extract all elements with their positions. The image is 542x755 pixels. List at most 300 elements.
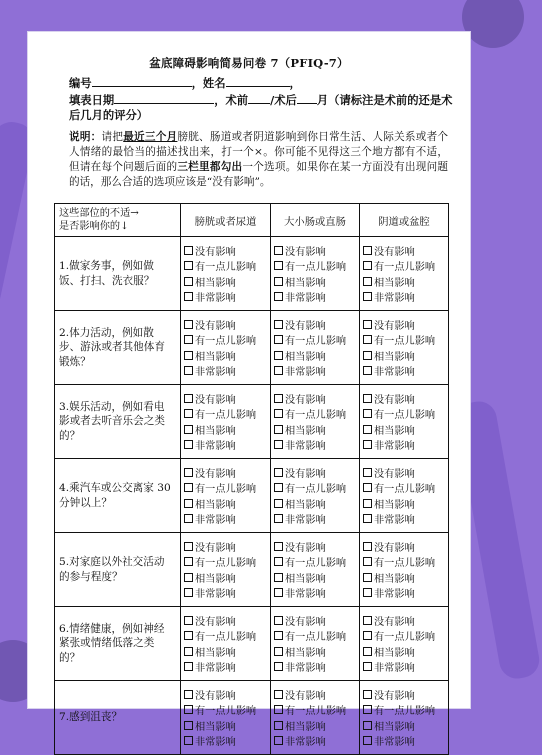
- option-label: 相当影响: [374, 647, 415, 659]
- name-label: ，姓名: [191, 76, 226, 90]
- checkbox-icon[interactable]: [274, 261, 283, 270]
- answer-option[interactable]: [184, 511, 270, 527]
- checkbox-icon[interactable]: [363, 647, 372, 656]
- answer-option[interactable]: [363, 718, 448, 734]
- answer-option[interactable]: [184, 628, 270, 644]
- question-text: 7.感到沮丧？: [55, 681, 181, 755]
- option-label: 相当影响: [374, 277, 415, 289]
- header-line-1: [69, 75, 470, 92]
- answer-option[interactable]: [274, 437, 359, 453]
- answer-option[interactable]: [184, 659, 270, 675]
- answer-option[interactable]: [184, 585, 270, 601]
- option-label: 非常影响: [374, 441, 415, 453]
- checkbox-icon[interactable]: [184, 514, 193, 523]
- checkbox-icon[interactable]: [274, 366, 283, 375]
- checkbox-icon[interactable]: [184, 690, 193, 699]
- option-label: 有一点儿影响: [195, 632, 257, 644]
- option-label: 有一点儿影响: [374, 484, 436, 496]
- option-label: 没有影响: [285, 246, 326, 258]
- answer-option[interactable]: [274, 363, 359, 379]
- option-cell: [271, 311, 360, 385]
- checkbox-icon[interactable]: [274, 588, 283, 597]
- answer-option[interactable]: [363, 554, 448, 570]
- answer-option[interactable]: [363, 733, 448, 749]
- checkbox-icon[interactable]: [274, 542, 283, 551]
- answer-option[interactable]: [274, 480, 359, 496]
- checkbox-icon[interactable]: [184, 335, 193, 344]
- checkbox-icon[interactable]: [274, 662, 283, 671]
- checkbox-icon[interactable]: [184, 542, 193, 551]
- checkbox-icon[interactable]: [274, 425, 283, 434]
- answer-option[interactable]: [274, 570, 359, 586]
- answer-option[interactable]: [363, 659, 448, 675]
- answer-option[interactable]: [363, 317, 448, 333]
- answer-option[interactable]: [274, 628, 359, 644]
- answer-option[interactable]: [363, 348, 448, 364]
- answer-option[interactable]: [274, 539, 359, 555]
- checkbox-icon[interactable]: [184, 425, 193, 434]
- option-label: 相当影响: [195, 499, 236, 511]
- option-cell: [271, 237, 360, 311]
- checkbox-icon[interactable]: [184, 588, 193, 597]
- header-line-2: [69, 92, 470, 109]
- answer-option[interactable]: [184, 718, 270, 734]
- checkbox-icon[interactable]: [184, 647, 193, 656]
- answer-option[interactable]: [274, 317, 359, 333]
- answer-option[interactable]: [363, 613, 448, 629]
- header-line-3: 后几月的评分）: [69, 108, 149, 122]
- answer-option[interactable]: [184, 496, 270, 512]
- option-label: 相当影响: [374, 721, 415, 733]
- checkbox-icon[interactable]: [184, 292, 193, 301]
- preop-label: ，术前: [214, 92, 249, 107]
- postop-label: /术后: [270, 92, 297, 107]
- checkbox-icon[interactable]: [363, 631, 372, 640]
- answer-option[interactable]: [184, 258, 270, 274]
- checkbox-icon[interactable]: [363, 366, 372, 375]
- answer-option[interactable]: [274, 733, 359, 749]
- checkbox-icon[interactable]: [274, 246, 283, 255]
- background-decoration: [462, 0, 524, 48]
- checkbox-icon[interactable]: [184, 499, 193, 508]
- option-label: 没有影响: [285, 320, 326, 332]
- answer-option[interactable]: [363, 539, 448, 555]
- option-label: 相当影响: [195, 425, 236, 437]
- option-label: 有一点儿影响: [285, 484, 347, 496]
- answer-option[interactable]: [184, 702, 270, 718]
- answer-option[interactable]: [274, 391, 359, 407]
- option-cell: [181, 311, 271, 385]
- answer-option[interactable]: [274, 422, 359, 438]
- checkbox-icon[interactable]: [363, 409, 372, 418]
- answer-option[interactable]: [363, 332, 448, 348]
- checkbox-icon[interactable]: [184, 483, 193, 492]
- answer-option[interactable]: [274, 644, 359, 660]
- checkbox-icon[interactable]: [274, 514, 283, 523]
- checkbox-icon[interactable]: [363, 721, 372, 730]
- column-header: 大小肠或直肠: [271, 204, 360, 237]
- answer-option[interactable]: [184, 243, 270, 259]
- option-label: 没有影响: [374, 542, 415, 554]
- table-row: [55, 459, 449, 533]
- option-label: 相当影响: [374, 351, 415, 363]
- answer-option[interactable]: [363, 406, 448, 422]
- checkbox-icon[interactable]: [274, 351, 283, 360]
- checkbox-icon[interactable]: [363, 736, 372, 745]
- option-label: 非常影响: [285, 441, 326, 453]
- instructions-text: 膀胱、肠道或者阴道影响到你日常生活、人际关系或者个人情绪的最恰当的描述找出来，打一个×。你可能不见得这三个地方都有不适，但请在每个问题后面的: [69, 130, 449, 173]
- checkbox-icon[interactable]: [184, 394, 193, 403]
- checkbox-icon[interactable]: [184, 557, 193, 566]
- checkbox-icon[interactable]: [274, 736, 283, 745]
- checkbox-icon[interactable]: [363, 542, 372, 551]
- answer-option[interactable]: [274, 332, 359, 348]
- option-label: 有一点儿影响: [195, 262, 257, 274]
- checkbox-icon[interactable]: [184, 721, 193, 730]
- option-label: 没有影响: [195, 690, 236, 702]
- answer-option[interactable]: [363, 628, 448, 644]
- option-label: 非常影响: [374, 293, 415, 305]
- option-cell: [271, 459, 360, 533]
- checkbox-icon[interactable]: [363, 320, 372, 329]
- answer-option[interactable]: [184, 554, 270, 570]
- checkbox-icon[interactable]: [184, 631, 193, 640]
- corner-header-text: 这些部位的不适→ 是否影响你的↓: [59, 208, 139, 232]
- option-label: 相当影响: [285, 351, 326, 363]
- option-label: 有一点儿影响: [195, 410, 257, 422]
- checkbox-icon[interactable]: [184, 705, 193, 714]
- answer-option[interactable]: [274, 274, 359, 290]
- checkbox-icon[interactable]: [363, 573, 372, 582]
- option-label: 有一点儿影响: [374, 558, 436, 570]
- option-label: 没有影响: [195, 542, 236, 554]
- table-row: [55, 607, 449, 681]
- answer-option[interactable]: [184, 422, 270, 438]
- answer-option[interactable]: [184, 480, 270, 496]
- checkbox-icon[interactable]: [184, 246, 193, 255]
- option-cell: [271, 607, 360, 681]
- option-cell: [360, 459, 449, 533]
- option-label: 非常影响: [285, 515, 326, 527]
- checkbox-icon[interactable]: [363, 616, 372, 625]
- answer-option[interactable]: [363, 289, 448, 305]
- option-label: 非常影响: [374, 515, 415, 527]
- answer-option[interactable]: [363, 391, 448, 407]
- checkbox-icon[interactable]: [274, 335, 283, 344]
- option-label: 没有影响: [285, 394, 326, 406]
- answer-option[interactable]: [363, 480, 448, 496]
- table-row: [55, 681, 449, 755]
- checkbox-icon[interactable]: [184, 277, 193, 286]
- instructions-text: 一个选项。如果你在某一方面没有出现问题的话，那么合适的选项应该是“没有影响”。: [69, 160, 449, 188]
- table-header-row: [55, 204, 449, 237]
- option-cell: [360, 385, 449, 459]
- answer-option[interactable]: [184, 465, 270, 481]
- answer-option[interactable]: [274, 496, 359, 512]
- answer-option[interactable]: [184, 644, 270, 660]
- table-row: [55, 533, 449, 607]
- checkbox-icon[interactable]: [363, 277, 372, 286]
- checkbox-icon[interactable]: [274, 721, 283, 730]
- option-cell: [271, 533, 360, 607]
- checkbox-icon[interactable]: [363, 690, 372, 699]
- answer-option[interactable]: [363, 258, 448, 274]
- option-cell: [271, 681, 360, 755]
- answer-option[interactable]: [363, 437, 448, 453]
- question-text: 3.娱乐活动，例如看电影或者去听音乐会之类的？: [55, 385, 181, 459]
- option-cell: [181, 607, 271, 681]
- option-label: 相当影响: [195, 721, 236, 733]
- checkbox-icon[interactable]: [184, 616, 193, 625]
- checkbox-icon[interactable]: [274, 394, 283, 403]
- question-text: 2.体力活动，例如散步、游泳或者其他体育锻炼？: [55, 311, 181, 385]
- answer-option[interactable]: [274, 585, 359, 601]
- option-label: 有一点儿影响: [195, 706, 257, 718]
- option-label: 有一点儿影响: [374, 632, 436, 644]
- answer-option[interactable]: [184, 570, 270, 586]
- answer-option[interactable]: [274, 511, 359, 527]
- option-label: 非常影响: [285, 663, 326, 675]
- option-label: 没有影响: [374, 616, 415, 628]
- option-label: 没有影响: [374, 468, 415, 480]
- option-cell: [360, 311, 449, 385]
- option-label: 相当影响: [195, 351, 236, 363]
- checkbox-icon[interactable]: [184, 409, 193, 418]
- form-header: [69, 75, 470, 124]
- checkbox-icon[interactable]: [274, 690, 283, 699]
- option-label: 非常影响: [285, 737, 326, 749]
- answer-option[interactable]: [274, 406, 359, 422]
- option-label: 有一点儿影响: [374, 410, 436, 422]
- option-label: 非常影响: [285, 589, 326, 601]
- checkbox-icon[interactable]: [274, 292, 283, 301]
- option-label: 有一点儿影响: [285, 262, 347, 274]
- checkbox-icon[interactable]: [274, 499, 283, 508]
- checkbox-icon[interactable]: [274, 277, 283, 286]
- checkbox-icon[interactable]: [363, 351, 372, 360]
- checkbox-icon[interactable]: [363, 394, 372, 403]
- option-cell: [360, 681, 449, 755]
- answer-option[interactable]: [184, 274, 270, 290]
- checkbox-icon[interactable]: [363, 292, 372, 301]
- checkbox-icon[interactable]: [363, 514, 372, 523]
- answer-option[interactable]: [274, 687, 359, 703]
- answer-option[interactable]: [184, 348, 270, 364]
- answer-option[interactable]: [184, 332, 270, 348]
- checkbox-icon[interactable]: [363, 557, 372, 566]
- checkbox-icon[interactable]: [184, 320, 193, 329]
- answer-option[interactable]: [184, 363, 270, 379]
- checkbox-icon[interactable]: [184, 573, 193, 582]
- checkbox-icon[interactable]: [274, 647, 283, 656]
- option-label: 没有影响: [195, 246, 236, 258]
- page-title: 盆底障碍影响简易问卷 7（PFIQ-7）: [149, 56, 349, 70]
- checkbox-icon[interactable]: [274, 705, 283, 714]
- checkbox-icon[interactable]: [363, 499, 372, 508]
- option-label: 没有影响: [195, 468, 236, 480]
- answer-option[interactable]: [184, 406, 270, 422]
- preop-field[interactable]: [248, 92, 270, 104]
- checkbox-icon[interactable]: [274, 440, 283, 449]
- checkbox-icon[interactable]: [274, 468, 283, 477]
- answer-option[interactable]: [363, 702, 448, 718]
- impact-table: [54, 203, 449, 755]
- answer-option[interactable]: [274, 554, 359, 570]
- answer-option[interactable]: [274, 289, 359, 305]
- checkbox-icon[interactable]: [184, 366, 193, 375]
- checkbox-icon[interactable]: [363, 440, 372, 449]
- answer-option[interactable]: [274, 613, 359, 629]
- option-label: 非常影响: [285, 293, 326, 305]
- checkbox-icon[interactable]: [363, 261, 372, 270]
- option-label: 有一点儿影响: [285, 632, 347, 644]
- questionnaire-page: [28, 32, 470, 749]
- option-label: 相当影响: [374, 499, 415, 511]
- id-field[interactable]: [92, 75, 192, 87]
- option-label: 有一点儿影响: [374, 706, 436, 718]
- separator: ，: [289, 76, 301, 90]
- option-label: 有一点儿影响: [374, 262, 436, 274]
- table-row: [55, 237, 449, 311]
- option-label: 相当影响: [285, 721, 326, 733]
- option-cell: [360, 607, 449, 681]
- table-row: [55, 311, 449, 385]
- option-label: 相当影响: [285, 277, 326, 289]
- answer-option[interactable]: [363, 243, 448, 259]
- checkbox-icon[interactable]: [274, 409, 283, 418]
- checkbox-icon[interactable]: [184, 440, 193, 449]
- checkbox-icon[interactable]: [274, 557, 283, 566]
- option-label: 相当影响: [374, 573, 415, 585]
- option-label: 没有影响: [285, 542, 326, 554]
- answer-option[interactable]: [274, 258, 359, 274]
- answer-option[interactable]: [274, 659, 359, 675]
- checkbox-icon[interactable]: [274, 616, 283, 625]
- checkbox-icon[interactable]: [363, 483, 372, 492]
- column-header: 膀胱或者尿道: [181, 204, 271, 237]
- question-text: 4.乘汽车或公交离家 30 分钟以上？: [55, 459, 181, 533]
- checkbox-icon[interactable]: [274, 483, 283, 492]
- postop-field[interactable]: [297, 92, 317, 104]
- option-label: 相当影响: [195, 277, 236, 289]
- option-label: 非常影响: [374, 737, 415, 749]
- option-label: 有一点儿影响: [374, 336, 436, 348]
- answer-option[interactable]: [363, 585, 448, 601]
- date-label: 填表日期: [69, 92, 115, 107]
- option-cell: [271, 385, 360, 459]
- option-label: 非常影响: [195, 441, 236, 453]
- checkbox-icon[interactable]: [363, 246, 372, 255]
- checkbox-icon[interactable]: [184, 736, 193, 745]
- answer-option[interactable]: [274, 718, 359, 734]
- option-label: 有一点儿影响: [195, 336, 257, 348]
- option-label: 非常影响: [195, 367, 236, 379]
- option-label: 没有影响: [374, 246, 415, 258]
- answer-option[interactable]: [363, 687, 448, 703]
- option-label: 相当影响: [195, 573, 236, 585]
- option-label: 相当影响: [285, 573, 326, 585]
- checkbox-icon[interactable]: [184, 468, 193, 477]
- option-label: 非常影响: [285, 367, 326, 379]
- month-note: 月（请标注是术前的还是术: [316, 92, 453, 107]
- option-label: 没有影响: [195, 394, 236, 406]
- checkbox-icon[interactable]: [184, 662, 193, 671]
- option-label: 有一点儿影响: [195, 484, 257, 496]
- answer-option[interactable]: [274, 465, 359, 481]
- option-cell: [181, 533, 271, 607]
- option-label: 非常影响: [195, 737, 236, 749]
- option-label: 没有影响: [285, 468, 326, 480]
- checkbox-icon[interactable]: [363, 468, 372, 477]
- option-label: 有一点儿影响: [285, 336, 347, 348]
- question-text: 6.情绪健康，例如神经紧张或情绪低落之类的？: [55, 607, 181, 681]
- answer-option[interactable]: [184, 613, 270, 629]
- answer-option[interactable]: [274, 348, 359, 364]
- checkbox-icon[interactable]: [363, 335, 372, 344]
- option-label: 没有影响: [285, 616, 326, 628]
- answer-option[interactable]: [363, 570, 448, 586]
- checkbox-icon[interactable]: [184, 351, 193, 360]
- option-label: 相当影响: [374, 425, 415, 437]
- answer-option[interactable]: [274, 702, 359, 718]
- answer-option[interactable]: [184, 437, 270, 453]
- answer-option[interactable]: [363, 274, 448, 290]
- option-label: 相当影响: [285, 647, 326, 659]
- instructions-text: 请把: [101, 130, 124, 143]
- answer-option[interactable]: [274, 243, 359, 259]
- option-cell: [360, 237, 449, 311]
- checkbox-icon[interactable]: [274, 573, 283, 582]
- question-text: 5.对家庭以外社交活动的参与程度？: [55, 533, 181, 607]
- checkbox-icon[interactable]: [184, 261, 193, 270]
- option-label: 没有影响: [285, 690, 326, 702]
- table-row: [55, 385, 449, 459]
- instructions: [69, 130, 448, 190]
- answer-option[interactable]: [363, 422, 448, 438]
- answer-option[interactable]: [184, 733, 270, 749]
- instructions-label: 说明：: [69, 130, 102, 143]
- checkbox-icon[interactable]: [363, 425, 372, 434]
- date-field[interactable]: [114, 92, 214, 104]
- checkbox-icon[interactable]: [274, 320, 283, 329]
- option-label: 相当影响: [285, 499, 326, 511]
- instructions-emphasis: 最近三个月: [123, 130, 178, 143]
- option-label: 非常影响: [195, 515, 236, 527]
- checkbox-icon[interactable]: [363, 588, 372, 597]
- id-label: 编号: [69, 76, 92, 90]
- checkbox-icon[interactable]: [363, 662, 372, 671]
- answer-option[interactable]: [363, 363, 448, 379]
- option-label: 没有影响: [374, 394, 415, 406]
- answer-option[interactable]: [184, 687, 270, 703]
- name-field[interactable]: [226, 75, 290, 87]
- answer-option[interactable]: [184, 391, 270, 407]
- option-label: 没有影响: [195, 320, 236, 332]
- option-label: 相当影响: [285, 425, 326, 437]
- answer-option[interactable]: [184, 317, 270, 333]
- answer-option[interactable]: [363, 465, 448, 481]
- checkbox-icon[interactable]: [274, 631, 283, 640]
- answer-option[interactable]: [184, 539, 270, 555]
- option-label: 有一点儿影响: [285, 706, 347, 718]
- answer-option[interactable]: [363, 511, 448, 527]
- option-label: 没有影响: [374, 690, 415, 702]
- answer-option[interactable]: [184, 289, 270, 305]
- checkbox-icon[interactable]: [363, 705, 372, 714]
- answer-option[interactable]: [363, 496, 448, 512]
- answer-option[interactable]: [363, 644, 448, 660]
- option-cell: [360, 533, 449, 607]
